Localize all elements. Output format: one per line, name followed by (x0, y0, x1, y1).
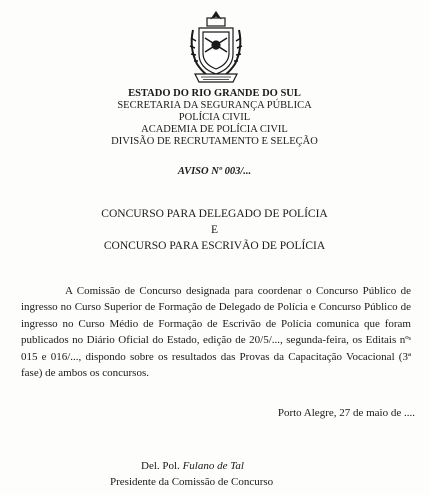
header-police: POLÍCIA CIVIL (178, 112, 251, 123)
signature-name (141, 460, 244, 472)
date-line: Porto Alegre, 27 de maio de .... (277, 407, 415, 419)
title-line-1: CONCURSO PARA DELEGADO DE POLÍCIA (101, 208, 328, 220)
notice-body: A Comissão de Concurso designada para coordenar o Concurso Público de ingresso no Curso Superior de Formação de Delegado de Polícia e Concurso Público de ingresso no Curso Médio de Formação de Escrivão de Polícia comunica que foram publicados no Diário Oficial do Estado, edição de 20/5/..., segunda-feira, os Editais nºˢ 015 e 016/..., dispondo sobre os resultados das Provas da Capacitação Vocacional (3ª fase) de ambos os concursos. (21, 285, 411, 380)
title-line-3: CONCURSO PARA ESCRIVÃO DE POLÍCIA (103, 240, 326, 252)
header-state: ESTADO DO RIO GRANDE DO SUL (128, 88, 301, 99)
signature-prefix: Del. Pol. (141, 460, 180, 472)
signature-person: Fulano de Tal (182, 460, 244, 472)
notice-number: AVISO Nº 003/... (177, 166, 252, 177)
header-secretariat: SECRETARIA DA SEGURANÇA PÚBLICA (117, 100, 312, 111)
state-coat-of-arms (187, 8, 245, 86)
signature-role: Presidente da Comissão de Concurso (110, 476, 274, 488)
header-division: DIVISÃO DE RECRUTAMENTO E SELEÇÃO (111, 136, 318, 147)
header-academy: ACADEMIA DE POLÍCIA CIVIL (141, 124, 288, 135)
title-line-2: E (210, 224, 219, 236)
